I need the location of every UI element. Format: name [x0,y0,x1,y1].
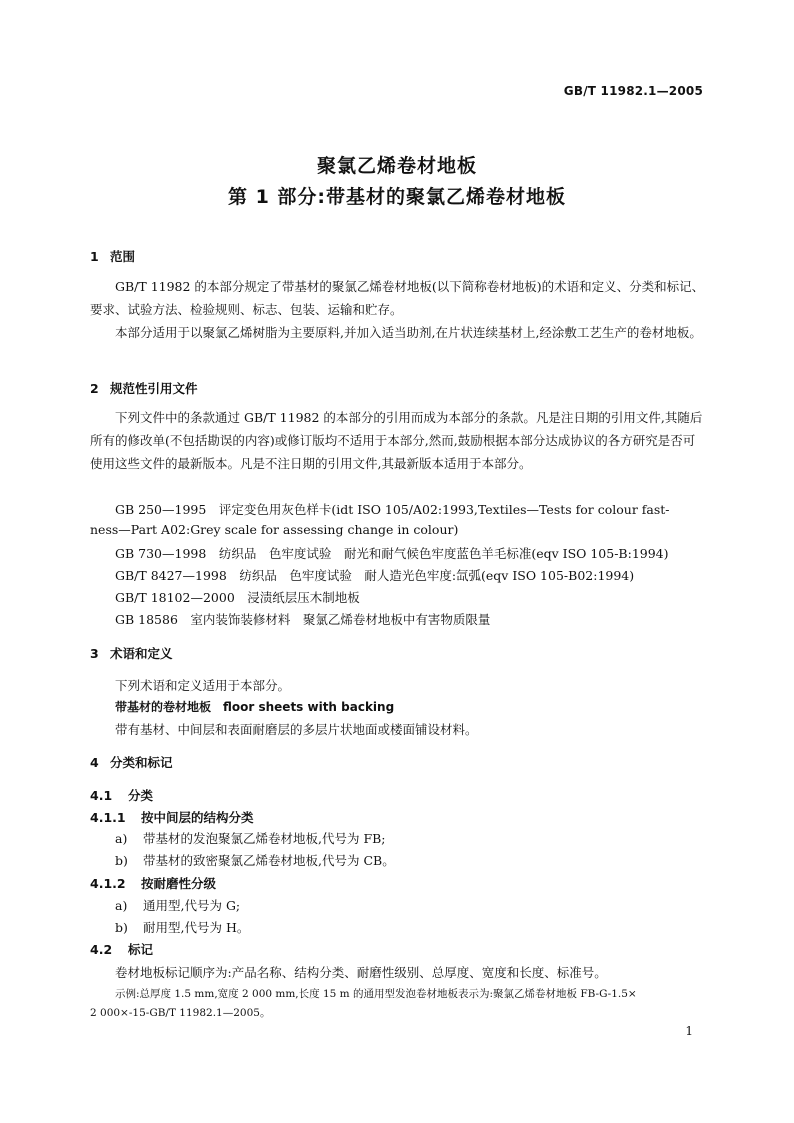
list-item-text: 带基材的发泡聚氯乙烯卷材地板,代号为 FB; [143,831,386,846]
list-item-text: 耐用型,代号为 H。 [143,920,250,935]
section-title: 按中间层的结构分类 [141,810,254,825]
section-2-paragraph-1: 下列文件中的条款通过 GB/T 11982 的本部分的引用而成为本部分的条款。凡是注日期的引用文件,其随后所有的修改单(不包括勘误的内容)或修订版均不适用于本部分,然而,鼓励根据本部分达成协议的各方研究是否可使用这些文件的最新版本。凡是不注日期的引用文件,其最新版本适用于本部分。 [90,410,703,471]
section-3-heading [90,644,173,662]
section-number: 2 [90,381,99,396]
list-item-label: a) [115,898,128,913]
section-number: 1 [90,249,99,264]
standard-number: GB/T 11982.1—2005 [563,84,703,98]
section-2-heading [90,379,198,397]
list-item-text: 通用型,代号为 G; [143,898,241,913]
section-4-1-1-heading [90,808,254,826]
example-text-continuation: 2 000×-15-GB/T 11982.1—2005。 [90,1007,271,1019]
list-item [115,896,240,914]
section-4-1-2-heading [90,874,216,892]
reference-item: GB/T 8427—1998 纺织品 色牢度试验 耐人造光色牢度:氙弧(eqv ISO 105-B02:1994) [115,568,635,583]
section-number: 4.1.1 [90,810,126,825]
example-text: 示例:总厚度 1.5 mm,宽度 2 000 mm,长度 15 m 的通用型发泡卷材地板表示为:聚氯乙烯卷材地板 FB-G-1.5× [115,988,637,1000]
section-3-intro: 下列术语和定义适用于本部分。 [115,678,291,693]
reference-item: GB 730—1998 纺织品 色牢度试验 耐光和耐气候色牢度蓝色羊毛标准(eqv ISO 105-B:1994) [115,546,669,561]
marking-description: 卷材地板标记顺序为:产品名称、结构分类、耐磨性级别、总厚度、宽度和长度、标准号。 [115,965,607,980]
section-1-paragraph-2: 本部分适用于以聚氯乙烯树脂为主要原料,并加入适当助剂,在片状连续基材上,经涂敷工艺生产的卷材地板。 [115,325,702,340]
document-subtitle: 第 1 部分:带基材的聚氯乙烯卷材地板 [227,186,567,208]
section-title: 分类和标记 [110,755,173,770]
page-number: 1 [685,1024,693,1038]
section-number: 4.1 [90,788,113,803]
section-title: 术语和定义 [110,646,173,661]
section-4-2-heading [90,940,153,958]
term-definition: 带有基材、中间层和表面耐磨层的多层片状地面或楼面铺设材料。 [115,722,478,737]
list-item-label: b) [115,920,128,935]
section-4-1-heading [90,786,153,804]
section-title: 分类 [128,788,154,803]
section-1-heading [90,247,135,265]
list-item-label: b) [115,853,128,868]
reference-item: GB 250—1995 评定变色用灰色样卡(idt ISO 105/A02:1993,Textiles—Tests for colour fast- [115,502,670,517]
section-1-paragraph-1: GB/T 11982 的本部分规定了带基材的聚氯乙烯卷材地板(以下简称卷材地板)的术语和定义、分类和标记、要求、试验方法、检验规则、标志、包装、运输和贮存。 [90,279,705,317]
section-number: 3 [90,646,99,661]
term-name: 带基材的卷材地板 floor sheets with backing [115,700,395,714]
reference-item-continuation: ness—Part A02:Grey scale for assessing change in colour) [90,522,459,537]
section-number: 4 [90,755,99,770]
section-title: 按耐磨性分级 [141,876,217,891]
document-title: 聚氯乙烯卷材地板 [316,155,477,177]
list-item [115,829,386,847]
list-item-text: 带基材的致密聚氯乙烯卷材地板,代号为 CB。 [143,853,395,868]
section-number: 4.2 [90,942,113,957]
section-title: 范围 [110,249,136,264]
section-4-heading [90,753,173,771]
section-title: 规范性引用文件 [110,381,198,396]
list-item [115,851,395,869]
list-item-label: a) [115,831,128,846]
reference-item: GB 18586 室内装饰装修材料 聚氯乙烯卷材地板中有害物质限量 [115,612,491,627]
reference-item: GB/T 18102—2000 浸渍纸层压木制地板 [115,590,360,605]
list-item [115,918,249,936]
section-number: 4.1.2 [90,876,126,891]
section-title: 标记 [128,942,154,957]
